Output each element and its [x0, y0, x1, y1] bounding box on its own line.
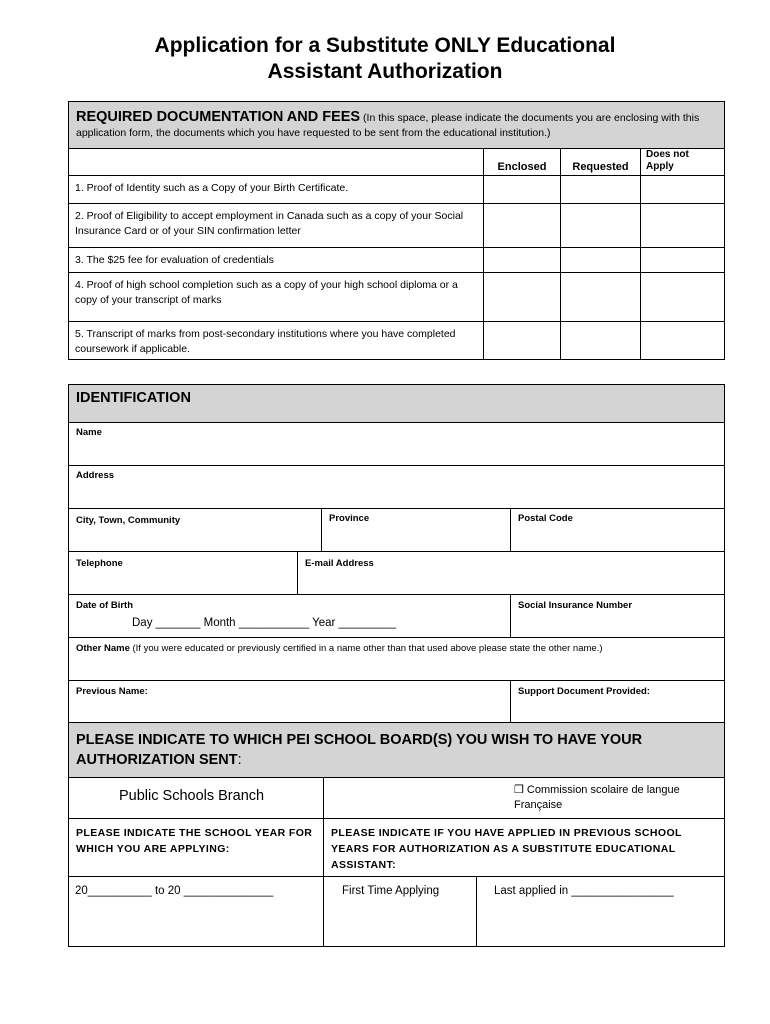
- other-name-label: Other Name: [76, 643, 130, 654]
- dna-checkbox-3[interactable]: [641, 248, 725, 273]
- column-does-not-apply: [641, 149, 725, 176]
- city-field[interactable]: City, Town, Community: [69, 509, 322, 552]
- commission-scolaire-line-2: Française: [514, 799, 563, 811]
- previous-application-cell: [324, 877, 725, 947]
- support-document-field[interactable]: Support Document Provided:: [511, 681, 725, 724]
- address-field[interactable]: Address: [69, 466, 725, 509]
- date-of-birth-field[interactable]: [69, 595, 511, 638]
- enclosed-checkbox-5[interactable]: [484, 322, 561, 360]
- enclosed-checkbox-1[interactable]: [484, 176, 561, 204]
- column-blank: [69, 149, 484, 176]
- email-field[interactable]: E-mail Address: [298, 552, 725, 595]
- title-line-1: Application for a Substitute ONLY Educational: [154, 34, 616, 57]
- public-schools-branch-option[interactable]: Public Schools Branch: [69, 778, 324, 819]
- doc-item-1: 1. Proof of Identity such as a Copy of your Birth Certificate.: [69, 176, 484, 204]
- school-year-input[interactable]: 20__________ to 20 ______________: [69, 877, 324, 947]
- documentation-heading: REQUIRED DOCUMENTATION AND FEES: [76, 109, 361, 125]
- province-field[interactable]: Province: [322, 509, 511, 552]
- school-board-table: [68, 722, 725, 947]
- commission-scolaire-line-1: ❒ Commission scolaire de langue: [514, 784, 680, 796]
- dna-checkbox-1[interactable]: [641, 176, 725, 204]
- previous-name-field[interactable]: Previous Name:: [69, 681, 511, 724]
- enclosed-checkbox-2[interactable]: [484, 204, 561, 248]
- school-year-label: PLEASE INDICATE THE SCHOOL YEAR FOR WHICH YOU ARE APPLYING:: [69, 819, 324, 877]
- dna-checkbox-2[interactable]: [641, 204, 725, 248]
- school-board-heading: [69, 723, 725, 778]
- name-field[interactable]: Name: [69, 423, 725, 466]
- apply-divider: [476, 877, 477, 946]
- title-line-2: Assistant Authorization: [267, 60, 503, 83]
- doc-item-5: 5. Transcript of marks from post-secondary institutions where you have completed coursework if applicable.: [69, 322, 484, 360]
- column-requested: Requested: [561, 149, 641, 176]
- postal-code-field[interactable]: Postal Code: [511, 509, 725, 552]
- requested-checkbox-2[interactable]: [561, 204, 641, 248]
- dna-line-2: Apply: [646, 161, 674, 172]
- other-name-field[interactable]: [69, 638, 725, 681]
- requested-checkbox-5[interactable]: [561, 322, 641, 360]
- doc-item-3: 3. The $25 fee for evaluation of credentials: [69, 248, 484, 273]
- date-of-birth-inputs[interactable]: Day _______ Month ___________ Year _________: [132, 617, 397, 629]
- sin-field[interactable]: Social Insurance Number: [511, 595, 725, 638]
- identification-table: [68, 384, 725, 724]
- dna-checkbox-5[interactable]: [641, 322, 725, 360]
- commission-scolaire-option[interactable]: [324, 778, 725, 819]
- documentation-instructions: (In this space, please indicate the documents you are enclosing with this application form, the documents which you have requested to be sent from the educational institution.): [76, 112, 700, 139]
- doc-item-4: 4. Proof of high school completion such as a copy of your high school diploma or a copy of your transcript of marks: [69, 273, 484, 322]
- column-enclosed: Enclosed: [484, 149, 561, 176]
- doc-item-2: 2. Proof of Eligibility to accept employment in Canada such as a copy of your Social Insurance Card or of your SIN confirmation letter: [69, 204, 484, 248]
- last-applied-input[interactable]: Last applied in ________________: [494, 885, 674, 897]
- enclosed-checkbox-3[interactable]: [484, 248, 561, 273]
- school-board-heading-colon: :: [237, 752, 242, 768]
- requested-checkbox-4[interactable]: [561, 273, 641, 322]
- first-time-applying-option[interactable]: First Time Applying: [342, 885, 440, 897]
- documentation-header: [69, 102, 725, 149]
- telephone-field[interactable]: Telephone: [69, 552, 298, 595]
- other-name-note: (If you were educated or previously certified in a name other than that used above please state the other name.): [132, 643, 603, 654]
- school-board-heading-line-2: AUTHORIZATION SENT: [76, 752, 238, 768]
- dna-checkbox-4[interactable]: [641, 273, 725, 322]
- school-board-heading-line-1: PLEASE INDICATE TO WHICH PEI SCHOOL BOARD(S) YOU WISH TO HAVE YOUR: [76, 732, 643, 748]
- documentation-table: [68, 101, 725, 360]
- requested-checkbox-1[interactable]: [561, 176, 641, 204]
- page-title: [0, 33, 770, 85]
- requested-checkbox-3[interactable]: [561, 248, 641, 273]
- previous-application-label: PLEASE INDICATE IF YOU HAVE APPLIED IN PREVIOUS SCHOOL YEARS FOR AUTHORIZATION AS A SUBSTITUTE EDUCATIONAL ASSISTANT:: [324, 819, 725, 877]
- date-of-birth-label: Date of Birth: [76, 600, 133, 611]
- school-board-heading-line-2-wrap: [76, 750, 717, 770]
- enclosed-checkbox-4[interactable]: [484, 273, 561, 322]
- identification-heading: IDENTIFICATION: [69, 385, 725, 423]
- dna-line-1: Does not: [646, 149, 689, 160]
